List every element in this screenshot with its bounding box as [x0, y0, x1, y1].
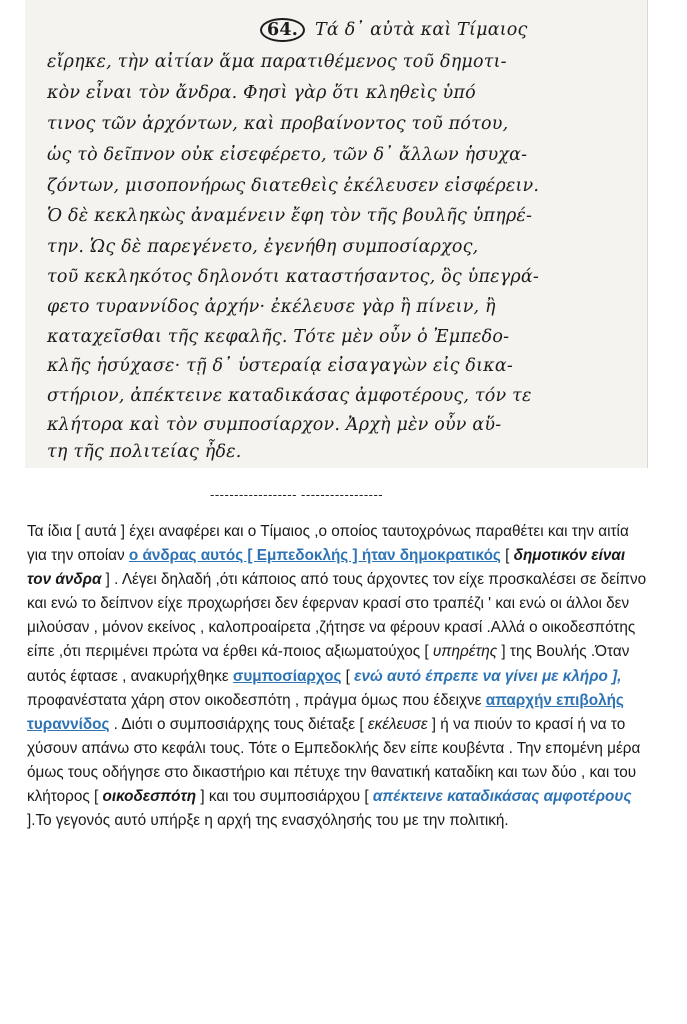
greek-line-9: τοῦ κεκληκότος δηλονότι καταστήσαντος, ὃς ὑπεγρά- [47, 267, 540, 287]
greek-line-12: κλῆς ἡσύχασε· τῇ δ᾽ ὑστεραίᾳ εἰσαγαγὼν εἰς δικα- [47, 356, 513, 376]
greek-line-11: καταχεῖσθαι τῆς κεφαλῆς. Τότε μὲν οὖν ὁ Ἐμπεδο- [47, 327, 510, 347]
section-divider: ------------------ ----------------- [210, 487, 384, 502]
highlight-democratic: ο άνδρας αυτός [ Εμπεδοκλής ] ήταν δημοκρατικός [128, 547, 501, 565]
greek-line-8: την. Ὡς δὲ παρεγένετο, ἐγενήθη συμποσίαρχος, [47, 237, 479, 257]
greek-line-10: φετο τυραννίδος ἀρχήν· ἐκέλευσε γὰρ ἢ πίνειν, ἢ [47, 297, 496, 317]
greek-line-3: κὸν εἶναι τὸν ἄνδρα. Φησὶ γὰρ ὅτι κληθεὶς ὑπό [47, 83, 476, 103]
greek-line-5: ὡς τὸ δεῖπνον οὐκ εἰσεφέρετο, τῶν δ᾽ ἄλλων ἡσυχα- [47, 145, 528, 165]
greek-line-7: Ὁ δὲ κεκληκὼς ἀναμένειν ἔφη τὸν τῆς βουλῆς ὑπηρέ- [47, 206, 533, 226]
greek-line-4: τινος τῶν ἀρχόντων, καὶ προβαίνοντος τοῦ πότου, [47, 114, 509, 134]
greek-line-6: ζόντων, μισοπονήρως διατεθεὶς ἐκέλευσεν εἰσφέρειν. [47, 176, 540, 196]
greek-line-15: τη τῆς πολιτείας ἦδε. [47, 442, 242, 462]
gloss-ekeleuse: εκέλευσε [367, 715, 428, 733]
quote-dimotikon: δημοτικόν είναι τον άνδρα [27, 547, 626, 589]
gloss-oikodespotis: οικοδεσπότη [102, 788, 197, 806]
note-lot: ενώ αυτό έπρεπε να γίνει με κλήρο ], [354, 667, 622, 685]
greek-line-13: στήριον, ἀπέκτεινε καταδικάσας ἀμφοτέρους, τόν τε [47, 386, 532, 406]
greek-line-14: κλήτορα καὶ τὸν συμποσίαρχον. Ἀρχὴ μὲν οὖν αὕ- [47, 415, 502, 435]
quote-apekteine: απέκτεινε καταδικάσας αμφοτέρους [372, 788, 632, 806]
greek-line-1: 64. Τά δ᾽ αὐτὰ καὶ Τίμαιος [260, 18, 630, 42]
scanned-greek-text [25, 0, 648, 468]
modern-greek-translation: Τα ίδια [ αυτά ] έχει αναφέρει και ο Τίμαιος ,ο οποίος ταυτοχρόνως παραθέτει και την αιτία για την οποίαν ο άνδρας αυτός [ Εμπεδοκλής ] ήταν δημοκρατικός [ δημοτικόν είναι τον άνδρα ] . Λέγει δηλαδή ,ότι κάποιος από τους άρχοντες τον είχε προσκαλέσει σε δείπνο και ενώ το δείπνον είχε προχωρήσει δεν έφερναν κρασί στο τραπέζι ' και ενώ οι άλλοι δεν μιλούσαν , μόνον εκείνος , καλοπροαίρετα ,ζήτησε να φέρουν κρασί .Αλλά ο οικοδεσπότης είπε ,ότι περιμένει πρώτα να έρθει κά-ποιος αξιωματούχος [ υπηρέτης ] της Βουλής .Όταν αυτός έφτασε , ανακυρήχθηκε συμποσίαρχος [ ενώ αυτό έπρεπε να γίνει με κλήρο ], προφανέστατα χάρη στον οικοδεσπότη , πράγμα όμως που έδειχνε απαρχήν επιβολής τυραννίδος . Διότι ο συμποσιάρχης τους διέταξε [ εκέλευσε ] ή να πιούν το κρασί ή να το χύσουν απάνω στο κεφάλι τους. Τότε ο Εμπεδοκλής δεν είπε κουβέντα . Την επομένη μέρα όμως τους οδήγησε στο δικαστήριο και πέτυχε την θανατική καταδίκη και των δύο , και του κλήτορος [ οικοδεσπότη ] και του συμποσιάρχου [ απέκτεινε καταδικάσας αμφοτέρους ].Το γεγονός αυτό υπήρξε η αρχή της ενασχόλησής του με την πολιτική. [27, 523, 647, 830]
highlight-symposiarch: συμποσίαρχος [232, 667, 342, 685]
highlight-tyranny: απαρχήν επιβολής τυραννίδος [27, 691, 624, 733]
page-number: 64. [260, 18, 305, 42]
gloss-ypiretis: υπηρέτης [432, 643, 498, 661]
greek-line-2: εἴρηκε, τὴν αἰτίαν ἅμα παρατιθέμενος τοῦ δημοτι- [47, 52, 507, 72]
